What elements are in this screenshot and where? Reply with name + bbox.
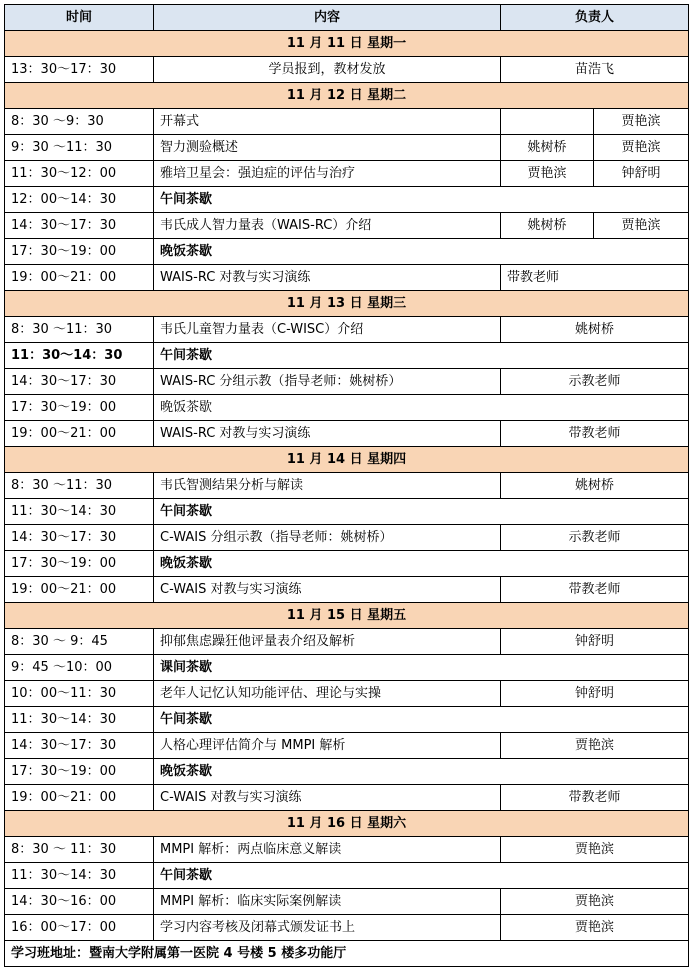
address-row [5, 941, 689, 967]
content-cell: 开幕式 [154, 109, 501, 135]
break-cell: 晚饭茶歇 [154, 759, 689, 785]
content-cell: 人格心理评估简介与 MMPI 解析 [154, 733, 501, 759]
schedule-row [5, 577, 689, 603]
time-cell: 19：00～21：00 [5, 785, 154, 811]
header-row [5, 5, 689, 31]
time-cell: 13：30～17：30 [5, 57, 154, 83]
content-cell: WAIS-RC 对教与实习演练 [154, 265, 501, 291]
content-cell: MMPI 解析：两点临床意义解读 [154, 837, 501, 863]
schedule-row [5, 239, 689, 265]
schedule-row [5, 265, 689, 291]
break-cell: 午间茶歇 [154, 863, 689, 889]
time-cell: 8：30 ～9：30 [5, 109, 154, 135]
day-header-row [5, 603, 689, 629]
content-cell: 雅培卫星会：强迫症的评估与治疗 [154, 161, 501, 187]
schedule-row [5, 707, 689, 733]
time-cell: 14：30～17：30 [5, 369, 154, 395]
day-label: 11 月 15 日 星期五 [5, 603, 689, 629]
schedule-row [5, 135, 689, 161]
content-cell: C-WAIS 分组示教（指导老师：姚树桥） [154, 525, 501, 551]
person-cell: 贾艳滨 [501, 837, 689, 863]
time-cell: 11：30～14：30 [5, 499, 154, 525]
day-label: 11 月 16 日 星期六 [5, 811, 689, 837]
time-cell: 8：30 ～ 11：30 [5, 837, 154, 863]
break-cell: 晚饭茶歇 [154, 239, 689, 265]
schedule-row [5, 213, 689, 239]
time-cell: 17：30～19：00 [5, 395, 154, 421]
content-cell: 智力测验概述 [154, 135, 501, 161]
schedule-row [5, 395, 689, 421]
person-cell: 贾艳滨 [594, 135, 689, 161]
person-cell: 贾艳滨 [501, 733, 689, 759]
day-header-row [5, 447, 689, 473]
person-cell: 苗浩飞 [501, 57, 689, 83]
content-cell: 学习内容考核及闭幕式颁发证书上 [154, 915, 501, 941]
schedule-row [5, 369, 689, 395]
break-cell: 午间茶歇 [154, 707, 689, 733]
time-cell: 16：00～17：00 [5, 915, 154, 941]
header-time: 时间 [5, 5, 154, 31]
schedule-row [5, 629, 689, 655]
time-cell: 17：30～19：00 [5, 239, 154, 265]
schedule-row [5, 525, 689, 551]
time-cell: 14：30～17：30 [5, 733, 154, 759]
time-cell: 11：30～14：30 [5, 863, 154, 889]
time-cell: 19：00～21：00 [5, 265, 154, 291]
schedule-row [5, 551, 689, 577]
day-label: 11 月 12 日 星期二 [5, 83, 689, 109]
content-cell: 老年人记忆认知功能评估、理论与实操 [154, 681, 501, 707]
time-cell: 10：00～11：30 [5, 681, 154, 707]
schedule-row [5, 343, 689, 369]
day-header-row [5, 83, 689, 109]
schedule-row [5, 837, 689, 863]
time-cell: 12：00～14：30 [5, 187, 154, 213]
content-cell: 抑郁焦虑躁狂他评量表介绍及解析 [154, 629, 501, 655]
person-cell: 贾艳滨 [501, 889, 689, 915]
schedule-row [5, 785, 689, 811]
time-cell: 11：30～14：30 [5, 343, 154, 369]
schedule-row [5, 499, 689, 525]
person-cell [501, 109, 594, 135]
content-cell: C-WAIS 对教与实习演练 [154, 577, 501, 603]
person-cell: 姚树桥 [501, 213, 594, 239]
time-cell: 8：30 ～ 9：45 [5, 629, 154, 655]
break-cell: 午间茶歇 [154, 499, 689, 525]
day-label: 11 月 14 日 星期四 [5, 447, 689, 473]
person-cell: 带教老师 [501, 421, 689, 447]
day-header-row [5, 811, 689, 837]
person-cell: 带教老师 [501, 265, 689, 291]
break-cell: 晚饭茶歇 [154, 395, 689, 421]
schedule-table [4, 4, 689, 967]
time-cell: 14：30～17：30 [5, 213, 154, 239]
time-cell: 17：30～19：00 [5, 759, 154, 785]
schedule-row [5, 57, 689, 83]
person-cell: 贾艳滨 [594, 213, 689, 239]
time-cell: 8：30 ～11：30 [5, 317, 154, 343]
header-content: 内容 [154, 5, 501, 31]
person-cell: 贾艳滨 [501, 161, 594, 187]
schedule-row [5, 681, 689, 707]
break-cell: 午间茶歇 [154, 187, 689, 213]
time-cell: 8：30 ～11：30 [5, 473, 154, 499]
time-cell: 14：30～17：30 [5, 525, 154, 551]
person-cell: 示教老师 [501, 369, 689, 395]
content-cell: C-WAIS 对教与实习演练 [154, 785, 501, 811]
person-cell: 钟舒明 [501, 629, 689, 655]
person-cell: 姚树桥 [501, 135, 594, 161]
schedule-document [4, 4, 689, 967]
schedule-row [5, 161, 689, 187]
content-cell: 韦氏智测结果分析与解读 [154, 473, 501, 499]
break-cell: 午间茶歇 [154, 343, 689, 369]
time-cell: 17：30～19：00 [5, 551, 154, 577]
person-cell: 钟舒明 [594, 161, 689, 187]
break-cell: 晚饭茶歇 [154, 551, 689, 577]
time-cell: 19：00～21：00 [5, 421, 154, 447]
break-cell: 课间茶歇 [154, 655, 689, 681]
time-cell: 9：30 ～11：30 [5, 135, 154, 161]
time-cell: 9：45 ～10：00 [5, 655, 154, 681]
content-cell: 韦氏成人智力量表（WAIS-RC）介绍 [154, 213, 501, 239]
schedule-row [5, 759, 689, 785]
time-cell: 11：30～12：00 [5, 161, 154, 187]
person-cell: 示教老师 [501, 525, 689, 551]
content-cell: 韦氏儿童智力量表（C-WISC）介绍 [154, 317, 501, 343]
schedule-row [5, 187, 689, 213]
content-cell: MMPI 解析：临床实际案例解读 [154, 889, 501, 915]
schedule-row [5, 915, 689, 941]
day-header-row [5, 291, 689, 317]
schedule-row [5, 733, 689, 759]
address-text: 学习班地址：暨南大学附属第一医院 4 号楼 5 楼多功能厅 [5, 941, 689, 967]
time-cell: 14：30～16：00 [5, 889, 154, 915]
schedule-row [5, 109, 689, 135]
time-cell: 19：00～21：00 [5, 577, 154, 603]
schedule-row [5, 421, 689, 447]
person-cell: 带教老师 [501, 577, 689, 603]
person-cell: 姚树桥 [501, 317, 689, 343]
content-cell: WAIS-RC 对教与实习演练 [154, 421, 501, 447]
content-cell: 学员报到，教材发放 [154, 57, 501, 83]
person-cell: 贾艳滨 [501, 915, 689, 941]
day-label: 11 月 13 日 星期三 [5, 291, 689, 317]
person-cell: 钟舒明 [501, 681, 689, 707]
person-cell: 姚树桥 [501, 473, 689, 499]
schedule-row [5, 317, 689, 343]
schedule-row [5, 863, 689, 889]
time-cell: 11：30～14：30 [5, 707, 154, 733]
schedule-row [5, 473, 689, 499]
content-cell: WAIS-RC 分组示教（指导老师：姚树桥） [154, 369, 501, 395]
day-header-row [5, 31, 689, 57]
header-person: 负责人 [501, 5, 689, 31]
schedule-row [5, 655, 689, 681]
person-cell: 贾艳滨 [594, 109, 689, 135]
schedule-row [5, 889, 689, 915]
day-label: 11 月 11 日 星期一 [5, 31, 689, 57]
person-cell: 带教老师 [501, 785, 689, 811]
